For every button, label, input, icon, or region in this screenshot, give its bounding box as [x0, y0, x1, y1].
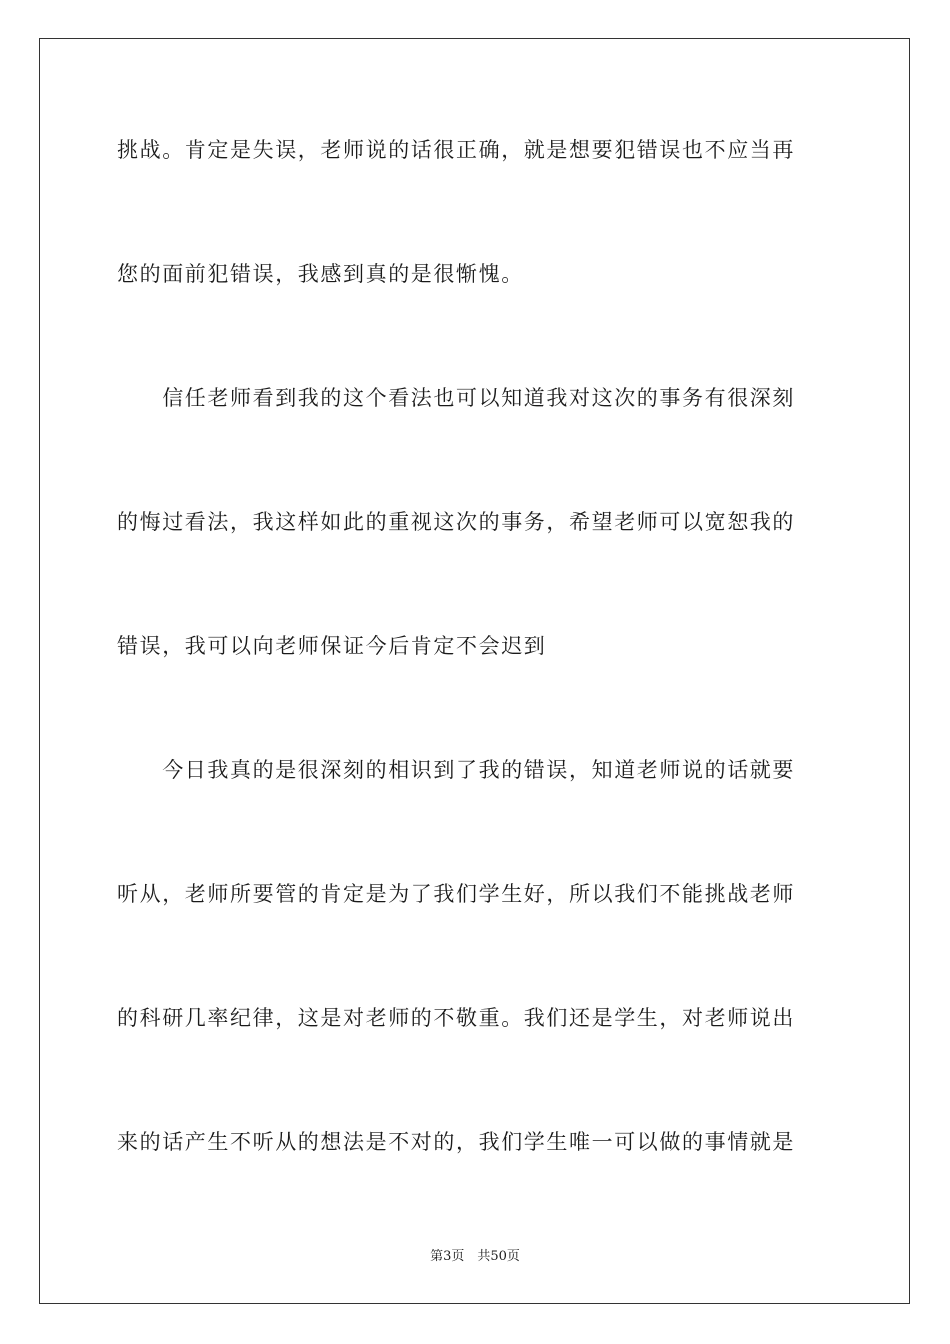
body-text-line: 来的话产生不听从的想法是不对的，我们学生唯一可以做的事情就是: [117, 1130, 795, 1154]
page-footer: 第3页 共50页: [430, 1249, 520, 1264]
body-text-line: 听从，老师所要管的肯定是为了我们学生好，所以我们不能挑战老师: [117, 882, 795, 906]
body-text-line: 您的面前犯错误，我感到真的是很惭愧。: [117, 262, 524, 286]
body-text-line: 错误，我可以向老师保证今后肯定不会迟到: [117, 634, 547, 658]
body-text-line: 信任老师看到我的这个看法也可以知道我对这次的事务有很深刻: [117, 386, 795, 410]
page-border: [39, 38, 910, 1304]
body-text-line: 今日我真的是很深刻的相识到了我的错误，知道老师说的话就要: [117, 758, 795, 782]
body-text-line: 的悔过看法，我这样如此的重视这次的事务，希望老师可以宽恕我的: [117, 510, 795, 534]
body-text-line: 的科研几率纪律，这是对老师的不敬重。我们还是学生，对老师说出: [117, 1006, 795, 1030]
body-text-line: 挑战。肯定是失误，老师说的话很正确，就是想要犯错误也不应当再: [117, 138, 795, 162]
